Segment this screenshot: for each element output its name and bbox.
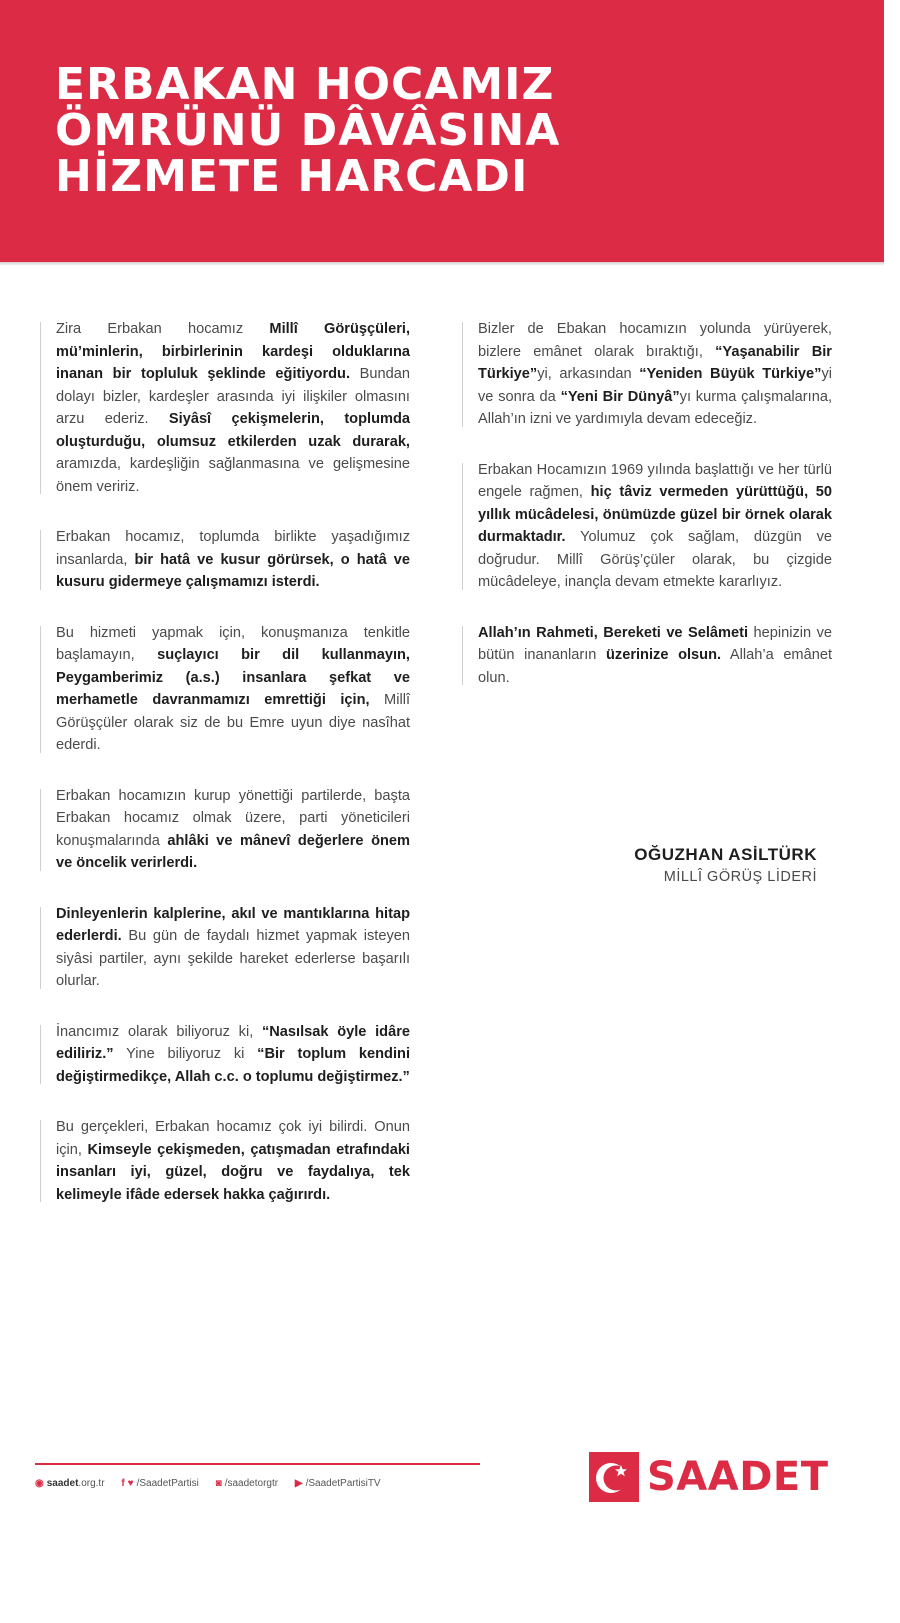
text-run: yi ve sonra da xyxy=(478,366,832,405)
text-run: hepinizin ve bütün inananların xyxy=(478,624,832,663)
facebook-twitter-handle: /SaadetPartisi xyxy=(136,1478,199,1489)
right-column xyxy=(462,318,832,717)
text-run: Erbakan hocamız, toplumda birlikte yaşadığımız insanlarda, xyxy=(56,529,410,568)
text-run: Erbakan hocamızın kurup yönettiği partilerde, başta Erbakan hocamız olmak üzere, parti yöneticileri konuşmalarında xyxy=(56,787,410,849)
signature-title: MİLLÎ GÖRÜŞ LİDERİ xyxy=(663,869,817,885)
text-run: yı kurma çalışmalarına, Allah’ın izni ve yardımıyla devam edeceğiz. xyxy=(478,388,832,427)
globe-icon: ◉ xyxy=(35,1478,44,1489)
title-line: HİZMETE HARCADI xyxy=(55,151,529,202)
signature-name: OĞUZHAN ASİLTÜRK xyxy=(634,845,817,864)
paragraph xyxy=(40,1021,410,1089)
paragraph xyxy=(40,785,410,875)
paragraph xyxy=(40,318,410,498)
page-title xyxy=(55,59,561,202)
footer-links xyxy=(35,1478,395,1489)
youtube-handle: /SaadetPartisiTV xyxy=(305,1478,381,1489)
text-run: Bu gerçekleri, Erbakan hocamız çok iyi bilirdi. Onun için, xyxy=(56,1119,410,1158)
bold-text: Kimseyle çekişmeden, çatışmadan etrafındaki insanları iyi, güzel, doğru ve faydalıya, tek kelimeyle ifâde edersek hakka çağırırdı. xyxy=(56,1141,410,1203)
bold-text: Siyâsî çekişmelerin, toplumda oluşturduğu, olumsuz etkilerden uzak durarak, xyxy=(56,411,410,450)
text-run: Bu gün de faydalı hizmet yapmak isteyen siyâsi partiler, aynı şekilde hareket ederlerse başarılı olurlar. xyxy=(56,928,410,989)
paragraph xyxy=(40,1116,410,1206)
website-brand: saadet xyxy=(46,1478,79,1489)
crescent-star-logo-icon xyxy=(589,1452,639,1502)
facebook-twitter-link[interactable] xyxy=(121,1478,199,1489)
facebook-icon: f xyxy=(121,1478,125,1489)
bold-text: ahlâki ve mânevî değerlere önem ve öncelik verirlerdi. xyxy=(56,832,410,871)
logo-text: SAADET xyxy=(647,1454,829,1500)
text-run: Allah’a emânet olun. xyxy=(478,647,832,686)
text-run: Yolumuz çok sağlam, düzgün ve doğrudur. Millî Görüş’çüler olarak, bu çizgide mücâdeleye, inançla devam etmekte kararlıyız. xyxy=(478,529,832,590)
instagram-link[interactable] xyxy=(216,1478,278,1489)
instagram-icon: ◙ xyxy=(215,1478,222,1489)
bold-text: “Bir toplum kendini değiştirmedikçe, Allah c.c. o toplumu değiştirmez.” xyxy=(56,1046,410,1085)
text-run: Bu hizmeti yapmak için, konuşmanıza tenkitle başlamayın, xyxy=(56,624,410,663)
website-domain: .org.tr xyxy=(78,1478,105,1489)
bold-text: hiç tâviz vermeden yürüttüğü, 50 yıllık mücâdelesi, önümüzde güzel bir örnek olarak durmaktadır. xyxy=(478,484,832,545)
title-line: ÖMRÜNÜ DÂVÂSINA xyxy=(55,105,561,156)
header-shadow xyxy=(0,262,884,266)
bold-text: suçlayıcı bir dil kullanmayın, Peygamberimiz (a.s.) insanlara şefkat ve merhametle davranmamızı emrettiği için, xyxy=(56,647,410,708)
bold-text: Dinleyenlerin kalplerine, akıl ve mantıklarına hitap ederlerdi. xyxy=(56,905,410,944)
title-line: ERBAKAN HOCAMIZ xyxy=(55,59,555,110)
bold-text: “Yeniden Büyük Türkiye” xyxy=(639,366,822,382)
paragraph xyxy=(40,903,410,993)
bold-text: üzerinize olsun. xyxy=(606,647,722,663)
paragraph xyxy=(462,318,832,431)
bold-text: Allah’ın Rahmeti, Bereketi ve Selâmeti xyxy=(478,624,749,641)
signature xyxy=(462,845,817,885)
saadet-logo xyxy=(589,1452,829,1504)
left-column xyxy=(40,318,410,1234)
text-run: aramızda, kardeşliğin sağlanmasına ve gelişmesine önem veririz. xyxy=(56,456,410,495)
youtube-link[interactable] xyxy=(295,1478,381,1489)
text-run: Zira Erbakan hocamız xyxy=(56,321,270,337)
text-run: Millî Görüşçüler olarak siz de bu Emre uyun diye nasîhat ederdi. xyxy=(56,692,410,753)
text-run: İnancımız olarak biliyoruz ki, xyxy=(56,1023,262,1040)
bold-text: Millî Görüşçüleri, mü’minlerin, birbirlerinin kardeşi olduklarına inanan bir topluluk şeklinde eğitiyordu. xyxy=(56,321,410,382)
bold-text: bir hatâ ve kusur görürsek, o hatâ ve kusuru gidermeye çalışmamızı isterdi. xyxy=(56,551,410,590)
twitter-icon: ♥ xyxy=(127,1478,134,1489)
bold-text: “Yaşanabilir Bir Türkiye” xyxy=(478,343,832,382)
text-run: yi, arkasından xyxy=(537,366,640,382)
text-run: Yine biliyoruz ki xyxy=(113,1046,258,1062)
website-link[interactable] xyxy=(35,1478,105,1489)
header-banner xyxy=(0,0,884,262)
paragraph xyxy=(462,622,832,690)
text-run: Bundan dolayı bizler, kardeşler arasında iyi ilişkiler olmasını arzu ederiz. xyxy=(56,366,410,427)
youtube-icon: ▶ xyxy=(294,1478,303,1489)
text-run: Erbakan Hocamızın 1969 yılında başlattığı ve her türlü engele rağmen, xyxy=(478,461,832,500)
text-run: Bizler de Ebakan hocamızın yolunda yürüyerek, bizlere emânet olarak bıraktığı, xyxy=(478,321,832,360)
bold-text: “Yeni Bir Dünyâ” xyxy=(560,388,680,405)
instagram-handle: /saadetorgtr xyxy=(224,1478,279,1489)
paragraph xyxy=(462,459,832,594)
footer-divider xyxy=(35,1463,480,1465)
paragraph xyxy=(40,526,410,594)
paragraph xyxy=(40,622,410,757)
bold-text: “Nasılsak öyle idâre ediliriz.” xyxy=(56,1023,410,1062)
